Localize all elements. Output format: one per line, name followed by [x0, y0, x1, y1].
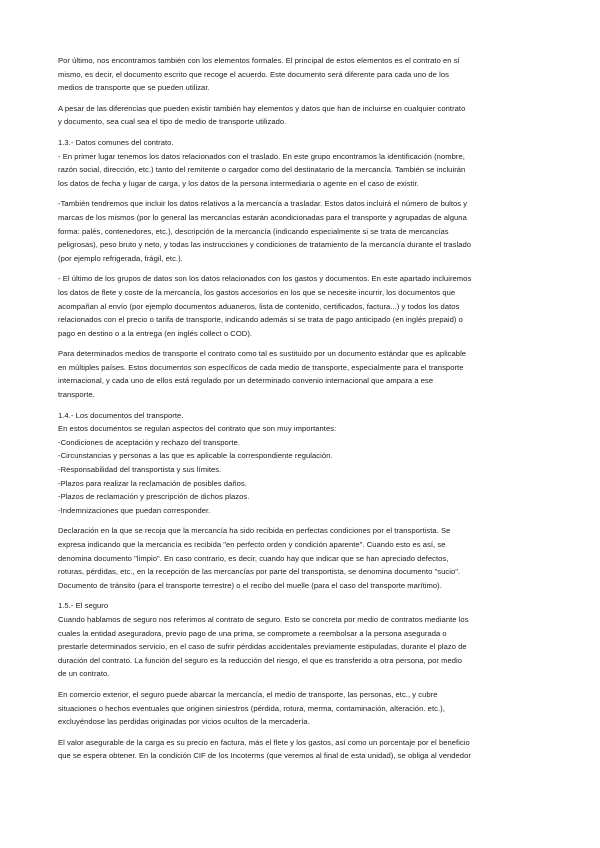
text-line: -También tendremos que incluir los datos relativos a la mercancía a trasladar. Estos datos incluirá el número de bultos y [58, 199, 468, 209]
list-item: -Circunstancias y personas a las que es aplicable la correspondiente regulación. [58, 451, 333, 461]
text-line: excluyéndose las perdidas originadas por vicios ocultos de la mercadería. [58, 717, 310, 727]
text-line: en múltiples países. Estos documentos son específicos de cada medio de transporte, especialmente para el transporte [58, 362, 464, 372]
text-line: Por último, nos encontramos también con los elementos formales. El principal de estos elementos es el contrato en sí [58, 56, 460, 65]
text-line: de un contrato. [58, 669, 110, 679]
section-1-3 [58, 136, 542, 190]
text-line: forma: palés, contenedores, etc.), descripción de la mercancía (indicando especialmente si se trata de mercancías [58, 226, 449, 236]
text-line: transporte. [58, 390, 95, 400]
text-line: y documento, sea cual sea el tipo de medio de transporte utilizado. [58, 117, 287, 127]
text-line: Cuando hablamos de seguro nos referimos al contrato de seguro. Esto se concreta por medio de contratos mediante los [58, 614, 469, 624]
paragraph-standard-document [58, 347, 542, 401]
text-line: En estos documentos se regulan aspectos del contrato que son muy importantes: [58, 424, 337, 434]
text-line: medios de transporte que se pueden utilizar. [58, 83, 210, 93]
text-line: Documento de tránsito (para el transporte terrestre) o el recibo del muelle (para el caso del transporte marítimo). [58, 580, 442, 590]
text-line: - En primer lugar tenemos los datos relacionados con el traslado. En este grupo encontramos la identificación (nombre, [58, 151, 465, 161]
text-line: roturas, pérdidas, etc., en la recepción de las mercancías por parte del transportista, se denomina documento "sucio". [58, 567, 461, 577]
section-heading: 1.5.- El seguro [58, 601, 109, 611]
text-line: los datos de fecha y lugar de carga, y los datos de la persona intermediaria o agente en el caso de existir. [58, 178, 419, 188]
paragraph-costs-documents [58, 272, 542, 340]
text-line: relacionados con el precio o tarifa de transporte, indicando además si se trata de pago anticipado (en inglés prepaid) o [58, 315, 463, 325]
text-line: mismo, es decir, el documento escrito que recoge el acuerdo. Este documento será diferente para cada uno de los [58, 69, 449, 79]
text-line: denomina documento "limpio". En caso contrario, es decir, cuando hay que indicar que se han apreciado defectos, [58, 553, 449, 563]
paragraph-formal-elements [58, 54, 542, 95]
paragraph-merchandise-data [58, 197, 542, 265]
paragraph-clean-dirty-document [58, 524, 542, 592]
text-line: El valor asegurable de la carga es su precio en factura, más el flete y los gastos, así como un porcentaje por el beneficio [58, 737, 470, 747]
text-line: cuales la entidad aseguradora, previo pago de una prima, se compromete a reembolsar a la persona asegurada o [58, 628, 447, 638]
section-heading: 1.4.- Los documentos del transporte. [58, 410, 184, 420]
section-1-4 [58, 409, 542, 518]
text-line: situaciones o hechos eventuales que originen siniestros (pérdida, rotura, merma, contaminación, alteración. etc.), [58, 703, 445, 713]
text-line: Para determinados medios de transporte el contrato como tal es sustituido por un documento estándar que es aplicable [58, 349, 467, 359]
text-line: - El último de los grupos de datos son los datos relacionados con los gastos y documentos. En este apartado incluiremos [58, 274, 472, 284]
text-line: que se espera obtener. En la condición CIF de los Incoterms (que veremos al final de esta unidad), se obliga al vendedor [58, 751, 471, 761]
text-line: los datos de flete y coste de la mercancía, los gastos accesorios en los que se necesite incurrir, los documentos que [58, 287, 456, 297]
text-line: peligrosas), peso bruto y neto, y todas las instrucciones y condiciones de tratamiento de la mercancía durante el traslado [58, 240, 472, 250]
list-item: -Condiciones de aceptación y rechazo del transporte. [58, 437, 241, 447]
text-line: A pesar de las diferencias que pueden existir también hay elementos y datos que han de incluirse en cualquier contrato [58, 103, 466, 113]
text-line: razón social, dirección, etc.) tanto del remitente o cargador como del destinatario de la mercancía. También se incluirán [58, 165, 466, 175]
text-line: Declaración en la que se recoja que la mercancía ha sido recibida en perfectas condiciones por el transportista. Se [58, 526, 451, 536]
paragraph-common-data [58, 102, 542, 129]
paragraph-insurable-value [58, 736, 542, 763]
text-line: (por ejemplo refrigerada, frágil, etc.). [58, 253, 183, 263]
section-heading: 1.3.- Datos comunes del contrato. [58, 137, 174, 147]
list-item: -Indemnizaciones que puedan corresponder. [58, 505, 211, 515]
text-line: internacional, y cada uno de ellos está regulado por un determinado convenio internacional que ampara a ese [58, 376, 434, 386]
text-line: duración del contrato. La función del seguro es la reducción del riesgo, el que es transferido a otra persona, por medio [58, 655, 463, 665]
text-line: pago en destino o a la entrega (en inglés collect o COD). [58, 328, 253, 338]
text-line: marcas de los mismos (por lo general las mercancías estarán acondicionadas para el transporte y agrupadas de alguna [58, 212, 467, 222]
paragraph-foreign-trade-insurance [58, 688, 542, 729]
list-item: -Plazos de reclamación y prescripción de dichos plazos. [58, 492, 250, 502]
list-item: -Plazos para realizar la reclamación de posibles daños. [58, 478, 247, 488]
text-line: expresa indicando que la mercancía es recibida "en perfecto orden y condición aparente". Cuando esto es así, se [58, 540, 446, 549]
list-item: -Responsabilidad del transportista y sus límites. [58, 465, 222, 475]
section-1-5 [58, 599, 542, 681]
text-line: acompañan al envío (por ejemplo documentos aduaneros, lista de contenido, certificados, factura...) y todos los datos [58, 301, 460, 311]
text-line: En comercio exterior, el seguro puede abarcar la mercancía, el medio de transporte, las personas, etc., y cubre [58, 689, 438, 699]
text-line: prestarle determinados servicio, en el caso de sufrir pérdidas accidentales previamente estipuladas, durante el plazo de [58, 642, 467, 652]
